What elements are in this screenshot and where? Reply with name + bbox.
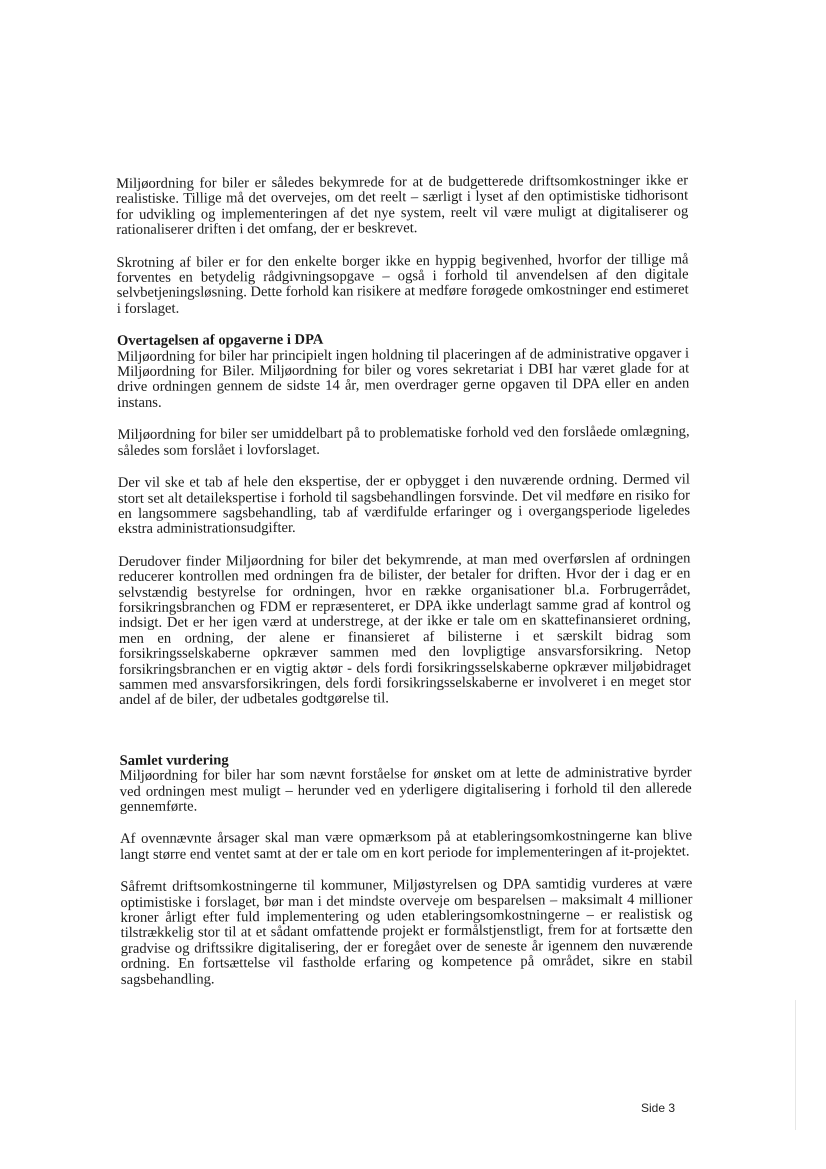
document-body	[116, 174, 693, 1006]
paragraph: Miljøordning for biler ser umiddelbart på to problematiske forhold ved den forslåede omlægning, således som forslået i lovforslaget.	[117, 423, 690, 459]
paragraph: Derudover finder Miljøordning for biler det bekymrende, at man med overførslen af ordningen reducerer kontrollen med ordningen fra de bilister, der betaler for driften. Hvor der i dag er en selvstændig bestyrelse for ordningen, hvor en række organisationer bl.a. Forbrugerrådet, forsikringsbranchen og FDM er repræsenteret, er DPA ikke underlagt samme grad af kontrol og indsigt. Det er her igen værd at understrege, at der ikke er tale om en skattefinansieret ordning, men en ordning, der alene er finansieret af bilisterne i et særskilt bidrag som forsikringsselskaberne opkræver sammen med den lovpligtige ansvarsforsikring. Netop forsikringsbranchen er en vigtig aktør - dels fordi forsikringsselskaberne opkræver miljøbidraget sammen med ansvarsforsikringen, dels fordi forsikringsselskaberne er involveret i en meget stor andel af de biler, der udbetales godtgørelse til.	[118, 550, 692, 709]
paragraph: Miljøordning for biler har principielt ingen holdning til placeringen af de administrative opgaver i Miljøordning for Biler. Miljøordning for biler og vores sekretariat i DBI har været glade for at drive ordningen gennem de sidste 14 år, men overdrager gerne opgaven til DPA eller en anden instans.	[117, 345, 690, 411]
paragraph: Der vil ske et tab af hele den ekspertise, der er opbygget i den nuværende ordning. Dermed vil stort set alt detailekspertise i forhold til sagsbehandlingen forsvinde. Det vil medføre en risiko for en langsommere sagsbehandling, tab af værdifulde erfaringer og i overgangsperiode ligeledes ekstra administrationsudgifter.	[117, 471, 691, 538]
section-heading: Overtagelsen af opgaverne i DPA	[116, 331, 324, 350]
paragraph: Såfremt driftsomkostningerne til kommuner, Miljøstyrelsen og DPA samtidig vurderes at være optimistiske i forslaget, bør man i det mindste overveje om besparelsen – maksimalt 4 millioner kroner årligt efter fuld implementering og uden etableringsomkostningerne – er realistisk og tilstrækkelig stor til at et sådant omfattende projekt er formålstjenstligt, frem for at fortsætte den gradvise og driftssikre digitalisering, der er foregået over de seneste år igennem den nuværende ordning. En fortsættelse vil fastholde erfaring og kompetence på området, sikre en stabil sagsbehandling.	[120, 875, 693, 988]
paragraph: Skrotning af biler er for den enkelte borger ikke en hyppig begivenhed, hvorfor der tillige må forventes en betydelig rådgivningsopgave – også i forhold til anvendelsen af den digitale selvbetjeningsløsning. Dette forhold kan risikere at medføre forøgede omkostninger end estimeret i forslaget.	[116, 251, 689, 317]
paragraph: Miljøordning for biler er således bekymrede for at de budgetterede driftsomkostninger ikke er realistiske. Tillige må det overvejes, om det reelt – særligt i lyset af den optimistiske tidhorisont for udvikling og implementeringen af det nye system, reelt vil være muligt at digitaliserer og rationaliserer driften i det omfang, der er beskrevet.	[115, 172, 689, 239]
page-number: Side 3	[641, 1101, 676, 1115]
section-heading: Samlet vurdering	[119, 752, 229, 769]
section-spacer	[119, 722, 691, 753]
paragraph: Af ovennævnte årsager skal man være opmærksom på at etableringsomkostningerne kan blive langt større end ventet samt at der er tale om en kort periode for implementeringen af it-projektet.	[119, 827, 693, 863]
paragraph: Miljøordning for biler har som nævnt forståelse for ønsket om at lette de administrative byrder ved ordningen mest muligt – herunder ved en yderligere digitalisering i forhold til den allerede gennemførte.	[119, 764, 692, 815]
scan-edge-line	[795, 1000, 796, 1130]
